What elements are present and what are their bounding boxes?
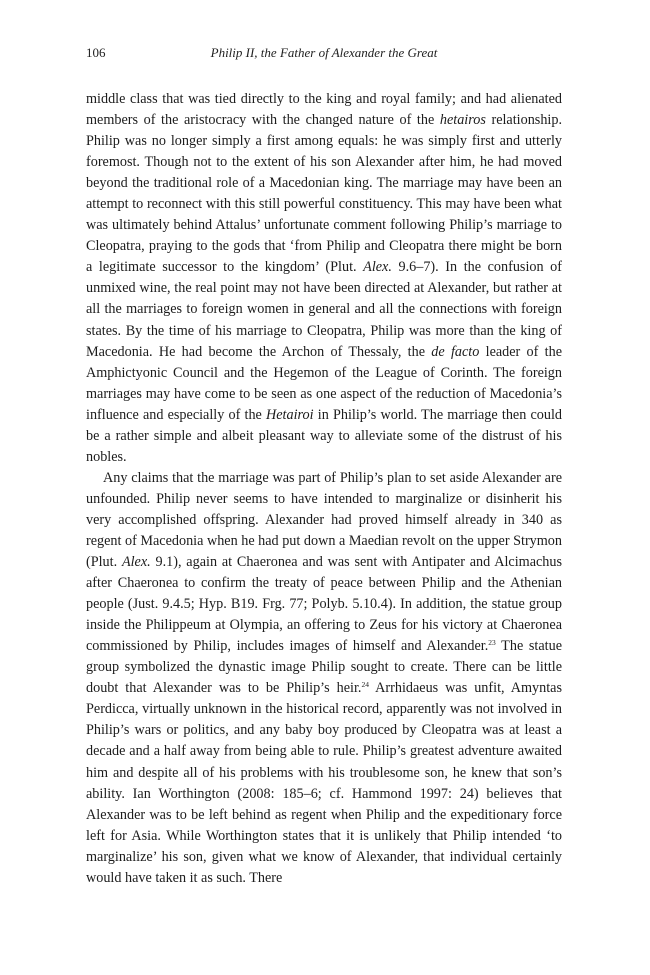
italic-citation-alex: Alex. [363, 259, 392, 276]
text-run: 9.1), again at Chaeronea and was sent with Antipater and Alcimachus after Chaeronea to confirm the treaty of peace between Philip and the Athenian people (Just. 9.4.5; Hyp. B19. Frg. 77; Polyb. 5.10.4). In addition, the statue group inside the Philippeum at Olympia, an offering to Zeus for his victory at Chaeronea commissioned by Philip, includes images of himself and Alexander. [86, 554, 563, 655]
text-run: middle class that was tied directly to the king and royal family; and had alienated members of the aristocracy with the changed nature of the [86, 91, 562, 129]
footnote-ref-23[interactable]: 23 [488, 638, 496, 648]
running-title: Philip II, the Father of Alexander the Great [210, 45, 438, 60]
text-run: relationship. Philip was no longer simply a first among equals: he was simply first and utterly foremost. Though not to the extent of his son Alexander after him, he had moved beyond the traditional role of a Macedonian king. The marriage may have been an attempt to reconnect with this still powerful constituency. This may have been what was ultimately behind Attalus’ unfortunate comment following Philip’s marriage to Cleopatra, praying to the gods that ‘from Philip and Cleopatra there might be born a legitimate successor to the kingdom’ (Plut. [86, 112, 562, 276]
footnote-ref-24[interactable]: 24 [361, 680, 369, 690]
text-run: 9.6–7). In the confusion of unmixed wine, the real point may not have been directed at Alexander, but rather at all the marriages to foreign women in general and all the connections with foreign states. By the time of his marriage to Cleopatra, Philip was more than the king of Macedonia. He had become the Archon of Thessaly, the [86, 259, 562, 360]
text-run: Any claims that the marriage was part of Philip’s plan to set aside Alexander are unfounded. Philip never seems to have intended to marginalize or disinherit his very accomplished offspring. Alexander had proved himself already in 340 as regent of Macedonia when he had put down a Maedian revolt on the upper Strymon (Plut. [86, 469, 562, 571]
text-run: leader of the Amphictyonic Council and the Hegemon of the League of Corinth. The foreign marriages may have come to be seen as one aspect of the reduction of Macedonia’s influence and especially of the [86, 343, 562, 423]
text-run: The statue group symbolized the dynastic image Philip sought to create. There can be little doubt that Alexander was to be Philip’s heir. [86, 638, 562, 697]
page-header [86, 45, 562, 65]
italic-term-hetairos: hetairos [439, 112, 486, 129]
italic-term-de-facto: de facto [431, 343, 480, 360]
text-run: Arrhidaeus was unfit, Amyntas Perdicca, virtually unknown in the historical record, apparently was not involved in Philip’s wars or politics, and any baby boy produced by Cleopatra was at least a decade and a half away from being able to rule. Philip’s greatest adventure awaited him and despite all of his problems with his troublesome son, he knew that son’s ability. Ian Worthington (2008: 185–6; cf. Hammond 1997: 24) believes that Alexander was to be left behind as regent when Philip and the expeditionary force left for Asia. While Worthington states that it is unlikely that Philip intended ‘to marginalize’ his son, given what we know of Alexander, that individual certainly would have taken it as such. There [86, 680, 562, 886]
page-number: 106 [86, 45, 106, 60]
paragraph-2 [86, 468, 562, 889]
body-text [86, 89, 562, 889]
text-run: in Philip’s world. The marriage then could be a rather simple and albeit pleasant way to alleviate some of the distrust of his nobles. [86, 406, 562, 465]
paragraph-1 [86, 89, 562, 468]
italic-citation-alex: Alex. [121, 554, 151, 571]
italic-term-hetairoi: Hetairoi [266, 406, 314, 423]
